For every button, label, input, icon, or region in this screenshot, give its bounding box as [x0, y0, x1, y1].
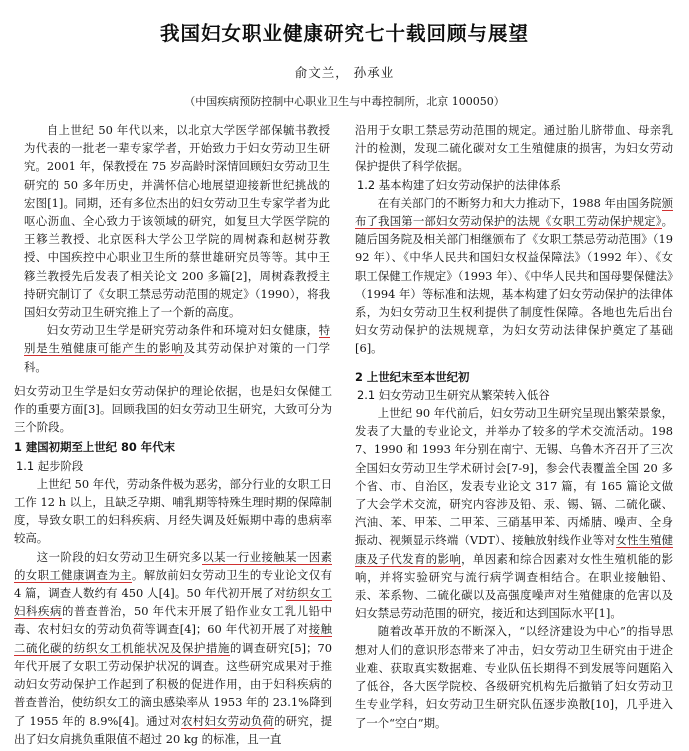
- abstract: [24, 121, 330, 376]
- text-run: 的研究，提出了妇女肩挑负重限值不超过 20 kg 的标准，且一直: [14, 713, 332, 746]
- section-gap: [355, 358, 673, 366]
- text-run: 在有关部门的不断努力和大力推动下，1988 年由国务院: [377, 195, 662, 210]
- highlighted-text: 接触二硫化碳的纺织女工机能状况及保护措施: [14, 622, 332, 655]
- text-run: 。解放前妇女劳动卫生的专业论文仅有 4 篇，调查人数约有 450 人[4]。50 年代初开展了对: [14, 567, 332, 601]
- text-run: 及其劳动保护对策的一门学科。: [24, 341, 330, 374]
- body-paragraph-continued: 沿用于女职工禁忌劳动范围的规定。通过胎儿脐带血、母亲乳汁的检测，发现二硫化碳对女工生殖健康的损害，为妇女劳动保护提供了科学依据。: [355, 123, 673, 174]
- paper-title: 我国妇女职业健康研究七十载回顾与展望: [159, 22, 529, 45]
- text-run: 上世纪 90 年代前后，妇女劳动卫生研究呈现出繁荣景象，发表了大量的专业论文，并举办了较多的学术交流活动。1987、1990 和 1993 年分别在南宁、无锡、乌鲁木齐召开了三次全国妇女劳动卫生学术研讨会[7-9]，参会代表覆盖全国 20 多个省、市、自治区，发表专业论文 317 篇，有 165 篇论文做了大会学术交流，研究内容涉及铅、汞、锡、镉、二硫化碳、汽油、苯、甲苯、二甲苯、三硝基甲苯、丙烯腈、噪声、全身振动、视频显示终端（VDT）、接触放射线作业等对: [355, 406, 673, 548]
- text-run: 的调查研究[5]；70 年代开展了女职工劳动保护状况的调查。这些研究成果对于推动妇女劳动保护工作起到了积极的促进作用，由于妇科疾病的普查普治，使纺织女工的滴虫感染率从 1953 年的 23.1%降到了 1955 年的 8.9%[4]。通过对: [14, 640, 332, 728]
- section-heading-2: 2 上世纪末至本世纪初: [355, 369, 470, 384]
- highlighted-text: 颁布了我国第一部妇女劳动保护的法规《女职工劳动保护规定》: [355, 195, 673, 229]
- highlighted-text: 纺织女工妇科疾病: [14, 586, 332, 619]
- body-paragraph: [355, 404, 673, 622]
- abstract-divider: [14, 376, 332, 382]
- highlighted-text: 特别是生殖健康可能产生的影响: [24, 323, 330, 356]
- text-run: 的普查普治，50 年代末开展了铅作业女工乳儿铅中毒、农村妇女的劳动负荷等调查[4]；60 年代初开展了对: [14, 604, 332, 637]
- right-column: [355, 121, 673, 732]
- text-run: 妇女劳动卫生学是研究劳动条件和环境对妇女健康，: [46, 323, 319, 338]
- affiliation: （中国疾病预防控制中心职业卫生与中毒控制所，北京 100050）: [184, 95, 505, 108]
- body-paragraph: [14, 548, 332, 748]
- authors: 俞文兰， 孙承业: [294, 65, 395, 80]
- highlighted-text: 农村妇女劳动负荷: [181, 713, 275, 728]
- left-column: [14, 121, 332, 748]
- subsection-heading-1-2: 1.2 基本构建了妇女劳动保护的法律体系: [357, 177, 561, 192]
- body-paragraph-intro: 妇女劳动卫生学是妇女劳动保护的理论依据，也是妇女保健工作的重要方面[3]。回顾我国的妇女劳动卫生研究，大致可分为三个阶段。: [14, 383, 332, 435]
- abstract-paragraph-2: [24, 321, 330, 376]
- body-paragraph: [355, 194, 673, 358]
- text-run: 。随后国务院及相关部门相继颁布了《女职工禁忌劳动范围》（1992 年）、《中华人民共和国妇女权益保障法》（1992 年）、《女职工保健工作规定》（1993 年）、《中华人民共和国母婴保健法》（1994 年）等标准和法规，基本构建了妇女劳动保护的法律体系，为妇女劳动卫生权利提供了制度性保障。各地也先后出台妇女劳动保护的法规规章，为妇女劳动法律保护奠定了基础[6]。: [355, 214, 673, 356]
- highlighted-text: 女性生殖健康及子代发育的影响: [355, 533, 673, 566]
- text-run: ，单因素和综合因素对女性生殖机能的影响，并将实验研究与流行病学调查相结合。在职业接触铅、汞、苯系物、二硫化碳以及高强度噪声对生殖健康的危害以及妇女禁忌劳动范围的研究，接近和达到国际水平[1]。: [355, 551, 673, 621]
- body-paragraph: 上世纪 50 年代，劳动条件极为恶劣，部分行业的女职工日工作 12 h 以上，且缺乏孕期、哺乳期等特殊生理时期的保障制度，导致女职工的妇科疾病、月经失调及妊娠期中毒的患病率较高。: [14, 476, 332, 546]
- abstract-paragraph-1: 自上世纪 50 年代以来，以北京大学医学部保毓书教授为代表的一批老一辈专家学者，开始致力于妇女劳动卫生研究。2001 年，保教授在 75 岁高龄时深情回顾妇女劳动卫生研究的 50 多年历史，并满怀信心地展望迎接新世纪挑战的宏图[1]。同期，还有多位杰出的妇女劳动卫生专家学者为此呕心沥血、全心致力于该领域的研究，如复旦大学医学院的王簃兰教授、北京医科大学公卫学院的周树森和赵树芬教授、中国疾控中心职业卫生所的蔡世雄研究员等等。其中王簃兰教授先后发表了相关论文 200 多篇[2]，周树森教授主持研究制订了《女职工禁忌劳动范围的规定》（1990），将我国妇女劳动卫生研究推上了一个新的高度。: [24, 123, 330, 320]
- subsection-heading-2-1: 2.1 妇女劳动卫生研究从繁荣转入低谷: [357, 387, 550, 402]
- highlighted-text: 以某一行业接触某一因素的女职工健康调查为主: [14, 549, 332, 582]
- text-run: 这一阶段的妇女劳动卫生研究多: [36, 549, 203, 564]
- section-heading-1: 1 建国初期至上世纪 80 年代末: [14, 440, 175, 455]
- body-paragraph: 随着改革开放的不断深入，“以经济建设为中心”的指导思想对人们的意识形态带来了冲击，妇女劳动卫生研究由于进企业难、获取真实数据难、专业队伍长期得不到发展等问题陷入了低谷，各大医学院校、各级研究机构先后撤销了妇女劳动卫生专业学科，妇女劳动卫生研究队伍逐步涣散[10]，几乎进入了一个“空白”期。: [355, 624, 673, 730]
- subsection-heading-1-1: 1.1 起步阶段: [16, 458, 84, 473]
